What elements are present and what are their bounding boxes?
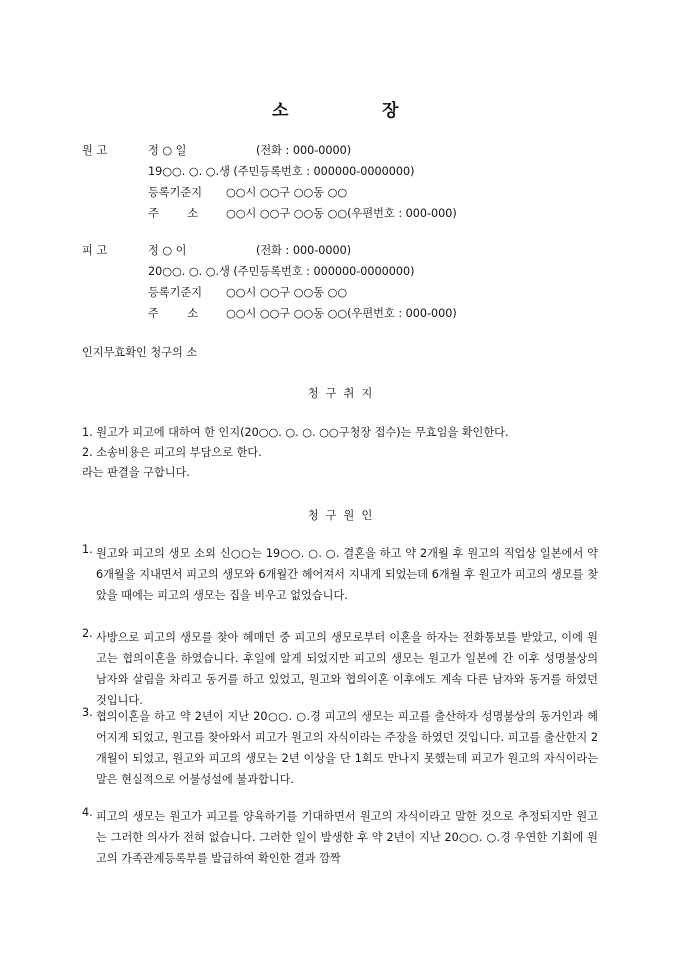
- claim-closing: 라는 판결을 구합니다.: [82, 466, 190, 479]
- plaintiff-reg-label: 등록기준지: [148, 186, 203, 199]
- plaintiff-name: 정 ○ 일: [148, 144, 187, 157]
- defendant-reg-label: 등록기준지: [148, 286, 203, 299]
- paragraph-text: 원고와 피고의 생모 소외 신○○는 19○○. ○. ○. 결혼을 하고 약 2개월 후 원고의 직업상 일본에서 약 6개월을 지내면서 피고의 생모와 6개월간 헤어져서 지내게 되었는데 6개월 후 원고가 피고의 생모를 찾았을 때에는 피고의 생모는 집을 비우고 없었습니다.: [96, 547, 598, 602]
- plaintiff-addr-label: 주 소: [148, 207, 199, 220]
- defendant-reg-value: ○○시 ○○구 ○○동 ○○: [226, 286, 348, 299]
- cause-heading: 청 구 원 인: [307, 509, 373, 522]
- plaintiff-addr-value: ○○시 ○○구 ○○동 ○○(우편번호 : 000-000): [226, 207, 457, 220]
- defendant-addr-label: 주 소: [148, 307, 199, 320]
- title-char-1: 소: [272, 101, 289, 121]
- plaintiff-role: 원 고: [82, 144, 108, 157]
- plaintiff-reg-value: ○○시 ○○구 ○○동 ○○: [226, 186, 348, 199]
- paragraph-text: 피고의 생모는 원고가 피고를 양육하기를 기대하면서 원고의 자식이라고 말한 것으로 추정되지만 원고는 그러한 의사가 전혀 없습니다. 그러한 일이 발생한 후 약 2년이 지난 20○○. ○.경 우연한 기회에 원고의 가족관계등록부를 발급하여 확인한 결과 깜짝: [96, 810, 598, 865]
- defendant-addr-value: ○○시 ○○구 ○○동 ○○(우편번호 : 000-000): [226, 307, 457, 320]
- paragraph-number: 1.: [82, 543, 93, 556]
- paragraph-text: 협의이혼을 하고 약 2년이 지난 20○○. ○.경 피고의 생모는 피고를 출산하자 성명불상의 동거인과 헤어지게 되었고, 원고를 찾아와서 피고가 원고의 자식이라는 주장을 하였던 것입니다. 피고를 출산한지 2개월이 되었고, 원고와 피고의 생모는 2년 이상을 단 1회도 만나지 못했는데 피고가 원고의 자식이라는 말은 현실적으로 어불성설에 불과합니다.: [96, 710, 598, 786]
- case-name: 인지무효확인 청구의 소: [82, 346, 198, 359]
- plaintiff-phone: (전화 : 000-0000): [256, 144, 352, 157]
- paragraph-number: 2.: [82, 627, 93, 640]
- title-char-2: 장: [382, 101, 399, 121]
- paragraph-text: 사방으로 피고의 생모를 찾아 헤매던 중 피고의 생모로부터 이혼을 하자는 전화통보를 받았고, 이에 원고는 협의이혼을 하였습니다. 후일에 알게 되었지만 피고의 생모는 원고가 일본에 간 이후 성명불상의 남자와 살림을 차리고 동거를 하고 있었고, 원고와 협의이혼 이후에도 계속 다른 남자와 동거를 하였던 것입니다.: [96, 631, 598, 707]
- defendant-role: 피 고: [82, 244, 108, 257]
- paragraph-number: 4.: [82, 806, 93, 819]
- defendant-phone: (전화 : 000-0000): [256, 244, 352, 257]
- paragraph-number: 3.: [82, 706, 93, 719]
- claim-item-1: 1. 원고가 피고에 대하여 한 인지(20○○. ○. ○. ○○구청장 접수)는 무효임을 확인한다.: [82, 426, 509, 439]
- defendant-birth: 20○○. ○. ○.생 (주민등록번호 : 000000-0000000): [148, 265, 415, 278]
- claim-heading: 청 구 취 지: [307, 387, 373, 400]
- plaintiff-birth: 19○○. ○. ○.생 (주민등록번호 : 000000-0000000): [148, 165, 415, 178]
- defendant-name: 정 ○ 이: [148, 244, 187, 257]
- claim-item-2: 2. 소송비용은 피고의 부담으로 한다.: [82, 446, 262, 459]
